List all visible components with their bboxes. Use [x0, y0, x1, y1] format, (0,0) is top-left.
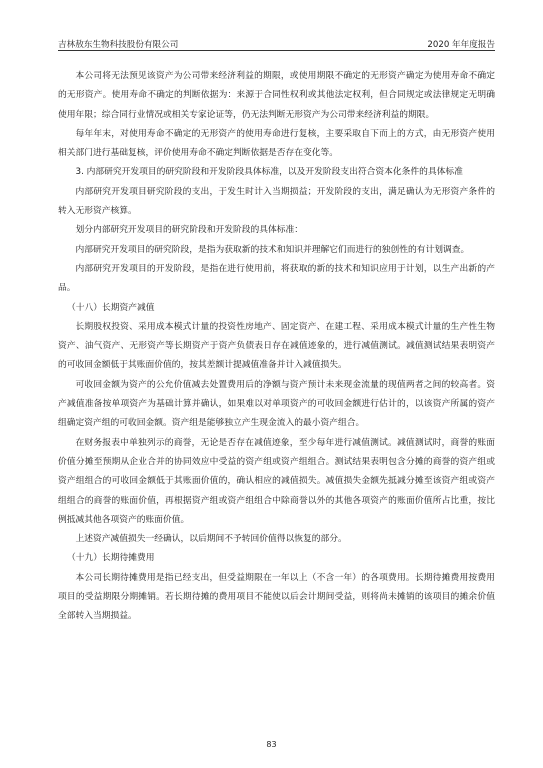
section-heading: （十九）长期待摊费用	[67, 553, 155, 564]
page-body	[58, 67, 495, 627]
paragraph: 本公司长期待摊费用是指已经支出，但受益期限在一年以上（不含一年）的各项费用。长期待摊费用按费用项目的受益期限分期摊销。若长期待摊的费用项目不能使以后会计期间受益，则将尚未摊销的该项目的摊余价值全部转入当期损益。	[58, 572, 495, 622]
report-title: 2020 年年度报告	[427, 40, 495, 50]
page-header	[58, 36, 495, 50]
paragraph: 可收回金额为资产的公允价值减去处置费用后的净额与资产预计未来现金流量的现值两者之间的较高者。资产减值准备按单项资产为基础计算并确认，如果难以对单项资产的可收回金额进行估计的，以该资产所属的资产组确定资产组的可收回金额。资产组是能够独立产生现金流入的最小资产组合。	[58, 379, 495, 429]
header-rule	[58, 50, 495, 51]
paragraph: 3. 内部研究开发项目的研究阶段和开发阶段具体标准，以及开发阶段支出符合资本化条件的具体标准	[75, 167, 463, 178]
paragraph: 内部研究开发项目研究阶段的支出，于发生时计入当期损益；开发阶段的支出，满足确认为无形资产条件的转入无形资产核算。	[58, 186, 495, 217]
page-number: 83	[266, 740, 277, 749]
paragraph: 内部研究开发项目的研究阶段，是指为获取新的技术和知识并理解它们而进行的独创性的有计划调查。	[75, 244, 470, 255]
paragraph: 本公司将无法预见该资产为公司带来经济利益的期限，或使用期限不确定的无形资产确定为使用寿命不确定的无形资产。使用寿命不确定的判断依据为：来源于合同性权利或其他法定权利，但合同规定或法律规定无明确使用年限；综合同行业情况或相关专家论证等，仍无法判断无形资产为公司带来经济利益的期限。	[58, 71, 495, 120]
paragraph: 上述资产减值损失一经确认，以后期间不予转回价值得以恢复的部分。	[75, 534, 347, 545]
section-heading: （十八）长期资产减值	[67, 302, 155, 313]
paragraph: 每年年末，对使用寿命不确定的无形资产的使用寿命进行复核，主要采取自下而上的方式，由无形资产使用相关部门进行基础复核，评价使用寿命不确定判断依据是否存在变化等。	[58, 128, 495, 159]
paragraph: 内部研究开发项目的开发阶段，是指在进行使用前，将获取的新的技术和知识应用于计划，以生产出新的产品。	[58, 263, 495, 294]
paragraph: 在财务报表中单独列示的商誉，无论是否存在减值迹象，至少每年进行减值测试。减值测试时，商誉的账面价值分摊至预期从企业合并的协同效应中受益的资产组或资产组组合。测试结果表明包含分摊的商誉的资产组或资产组组合的可收回金额低于其账面价值的，确认相应的减值损失。减值损失金额先抵减分摊至该资产组或资产组组合的商誉的账面价值，再根据资产组或资产组组合中除商誉以外的其他各项资产的账面价值所占比重，按比例抵减其他各项资产的账面价值。	[58, 437, 495, 525]
company-name: 吉林敖东生物科技股份有限公司	[58, 40, 179, 50]
paragraph: 长期股权投资、采用成本模式计量的投资性房地产、固定资产、在建工程、采用成本模式计量的生产性生物资产、油气资产、无形资产等长期资产于资产负债表日存在减值迹象的，进行减值测试。减值测试结果表明资产的可收回金额低于其账面价值的，按其差额计提减值准备并计入减值损失。	[58, 321, 495, 371]
paragraph: 划分内部研究开发项目的研究阶段和开发阶段的具体标准：	[75, 225, 303, 236]
